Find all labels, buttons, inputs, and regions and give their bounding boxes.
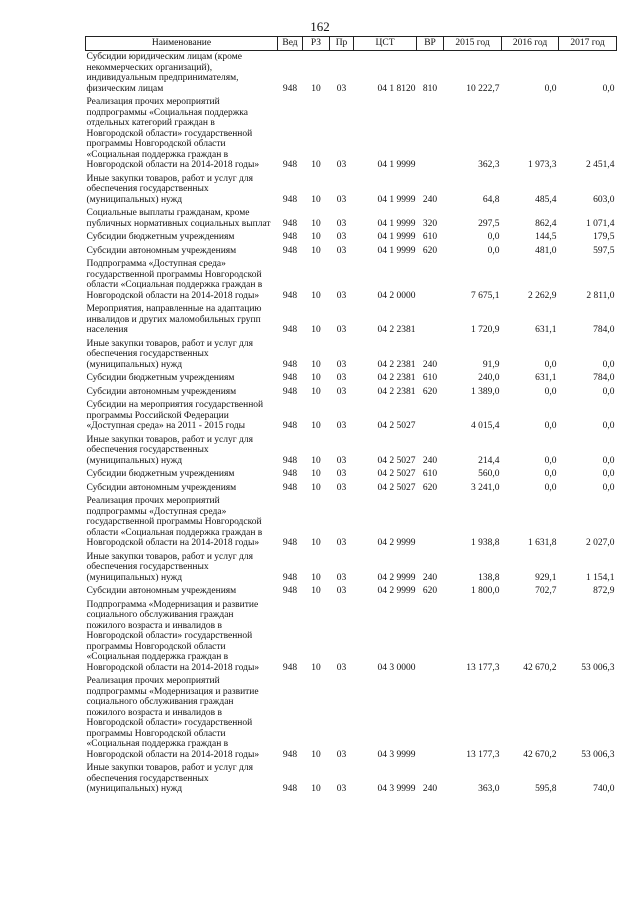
cell-pr: 03 bbox=[336, 749, 347, 760]
cell-vr bbox=[417, 303, 444, 338]
table-row bbox=[86, 762, 617, 797]
table-row bbox=[86, 482, 617, 496]
cell-vr: 620 bbox=[422, 245, 438, 256]
cell-vr: 320 bbox=[422, 218, 438, 229]
cell-rz: 10 bbox=[311, 359, 321, 370]
cell-vr: 610 bbox=[422, 232, 438, 242]
cell-rz: 10 bbox=[311, 469, 321, 479]
cell-2017: 179,5 bbox=[593, 232, 615, 242]
cell-ved: 948 bbox=[282, 218, 298, 229]
cell-2015: 1 720,9 bbox=[471, 325, 500, 335]
cell-2015: 560,0 bbox=[478, 469, 500, 479]
cell-cst: 04 2 2381 bbox=[377, 359, 416, 370]
cell-rz: 10 bbox=[311, 245, 321, 256]
cell-ved: 948 bbox=[282, 194, 298, 205]
cell-2017: 784,0 bbox=[593, 373, 615, 383]
cell-ved: 948 bbox=[282, 482, 298, 493]
cell-ved: 948 bbox=[282, 749, 298, 760]
cell-2017: 2 027,0 bbox=[586, 538, 615, 548]
table-row bbox=[86, 96, 617, 173]
cell-ved: 948 bbox=[282, 245, 298, 256]
cell-pr: 03 bbox=[336, 218, 347, 229]
cell-vr bbox=[417, 675, 444, 762]
cell-pr: 03 bbox=[336, 194, 347, 205]
cell-2017: 603,0 bbox=[593, 194, 615, 205]
cell-cst: 04 3 9999 bbox=[377, 749, 416, 760]
cell-2017: 1 071,4 bbox=[586, 218, 615, 229]
cell-2016: 0,0 bbox=[544, 359, 557, 370]
cell-vr: 240 bbox=[422, 194, 438, 205]
cell-cst: 04 3 9999 bbox=[377, 784, 416, 794]
cell-name: Иные закупки товаров, работ и услуг для обеспечения государственных (муниципальных) нужд bbox=[86, 338, 253, 370]
cell-pr: 03 bbox=[336, 784, 347, 794]
cell-2015: 3 241,0 bbox=[471, 482, 500, 493]
cell-name: Субсидии автономным учреждениям bbox=[86, 245, 237, 256]
cell-vr: 620 bbox=[422, 586, 438, 596]
cell-cst: 04 2 5027 bbox=[377, 455, 416, 466]
cell-2017: 1 154,1 bbox=[586, 572, 615, 583]
cell-ved: 948 bbox=[282, 83, 298, 94]
cell-2016: 0,0 bbox=[544, 421, 557, 431]
cell-name: Реализация прочих мероприятий подпрограммы «Социальная поддержка отдельных категорий граждан в Новгородской области» государственной программы Новгородской области «Социальная поддержка граждан в Новгородской области на 2014-2018 годы» bbox=[86, 97, 260, 170]
cell-ved: 948 bbox=[282, 373, 298, 383]
cell-2015: 214,4 bbox=[478, 455, 500, 466]
cell-rz: 10 bbox=[311, 749, 321, 760]
cell-name: Субсидии автономным учреждениям bbox=[86, 386, 237, 397]
cell-name: Субсидии бюджетным учреждениям bbox=[86, 373, 235, 383]
cell-2015: 1 389,0 bbox=[471, 386, 500, 397]
cell-2015: 362,3 bbox=[478, 160, 500, 170]
table-row bbox=[86, 258, 617, 303]
cell-ved: 948 bbox=[282, 359, 298, 370]
cell-rz: 10 bbox=[311, 455, 321, 466]
cell-2016: 0,0 bbox=[544, 455, 557, 466]
table-row bbox=[86, 173, 617, 208]
cell-2016: 0,0 bbox=[544, 83, 557, 94]
cell-2015: 1 938,8 bbox=[471, 538, 500, 548]
cell-2017: 0,0 bbox=[602, 359, 615, 370]
cell-ved: 948 bbox=[282, 455, 298, 466]
cell-cst: 04 1 9999 bbox=[377, 245, 416, 256]
cell-cst: 04 2 9999 bbox=[377, 586, 416, 596]
cell-ved: 948 bbox=[282, 469, 298, 479]
cell-ved: 948 bbox=[282, 232, 298, 242]
cell-2015: 0,0 bbox=[487, 232, 500, 242]
cell-rz: 10 bbox=[311, 160, 321, 170]
cell-2016: 631,1 bbox=[535, 373, 557, 383]
cell-2017: 0,0 bbox=[602, 83, 615, 94]
header-cst: ЦСТ bbox=[354, 37, 417, 51]
table-row bbox=[86, 231, 617, 245]
cell-2017: 0,0 bbox=[602, 455, 615, 466]
cell-name: Иные закупки товаров, работ и услуг для обеспечения государственных (муниципальных) нужд bbox=[86, 551, 253, 583]
cell-ved: 948 bbox=[282, 160, 298, 170]
cell-2016: 929,1 bbox=[535, 572, 557, 583]
cell-2015: 10 222,7 bbox=[466, 83, 500, 94]
cell-pr: 03 bbox=[336, 83, 347, 94]
cell-cst: 04 1 9999 bbox=[377, 232, 416, 242]
table-row bbox=[86, 434, 617, 469]
table-body bbox=[86, 51, 617, 797]
cell-2017: 53 006,3 bbox=[581, 662, 615, 673]
cell-rz: 10 bbox=[311, 373, 321, 383]
cell-name: Субсидии автономным учреждениям bbox=[86, 482, 237, 493]
cell-2015: 297,5 bbox=[478, 218, 500, 229]
header-2017: 2017 год bbox=[559, 37, 617, 51]
cell-cst: 04 1 9999 bbox=[377, 218, 416, 229]
cell-rz: 10 bbox=[311, 572, 321, 583]
cell-vr: 620 bbox=[422, 386, 438, 397]
cell-name: Субсидии юридическим лицам (кроме некоммерческих организаций), индивидуальным предпринимателям, физическим лицам bbox=[86, 52, 242, 94]
cell-pr: 03 bbox=[336, 386, 347, 397]
cell-2017: 784,0 bbox=[593, 325, 615, 335]
header-2015: 2015 год bbox=[444, 37, 502, 51]
cell-vr bbox=[417, 495, 444, 551]
cell-pr: 03 bbox=[336, 160, 347, 170]
cell-2016: 595,8 bbox=[535, 784, 557, 794]
header-ved: Вед bbox=[278, 37, 303, 51]
cell-ved: 948 bbox=[282, 662, 298, 673]
cell-2017: 0,0 bbox=[602, 386, 615, 397]
cell-name: Реализация прочих мероприятий подпрограммы «Доступная среда» государственной программы Новгородской области «Социальная поддержка граждан в Новгородской области на 2014-2018 годы» bbox=[86, 496, 263, 548]
cell-2016: 0,0 bbox=[544, 482, 557, 493]
table-row bbox=[86, 303, 617, 338]
table-row bbox=[86, 468, 617, 482]
cell-vr bbox=[417, 399, 444, 434]
cell-vr: 240 bbox=[422, 784, 438, 794]
cell-vr bbox=[417, 258, 444, 303]
cell-rz: 10 bbox=[311, 325, 321, 335]
cell-vr bbox=[417, 599, 444, 676]
budget-table bbox=[85, 36, 617, 797]
cell-pr: 03 bbox=[336, 572, 347, 583]
cell-2017: 2 811,0 bbox=[586, 290, 615, 301]
cell-2015: 13 177,3 bbox=[466, 662, 500, 673]
cell-pr: 03 bbox=[336, 325, 347, 335]
table-row bbox=[86, 51, 617, 97]
cell-rz: 10 bbox=[311, 218, 321, 229]
cell-rz: 10 bbox=[311, 386, 321, 397]
cell-pr: 03 bbox=[336, 586, 347, 596]
header-rz: РЗ bbox=[303, 37, 330, 51]
cell-cst: 04 2 2381 bbox=[377, 373, 416, 383]
cell-name: Субсидии автономным учреждениям bbox=[86, 586, 237, 596]
cell-cst: 04 1 9999 bbox=[377, 160, 416, 170]
cell-cst: 04 2 2381 bbox=[377, 386, 416, 397]
cell-name: Иные закупки товаров, работ и услуг для обеспечения государственных (муниципальных) нужд bbox=[86, 434, 253, 466]
cell-2015: 7 675,1 bbox=[471, 290, 500, 301]
cell-2016: 702,7 bbox=[535, 586, 557, 596]
cell-rz: 10 bbox=[311, 290, 321, 301]
cell-name: Иные закупки товаров, работ и услуг для обеспечения государственных (муниципальных) нужд bbox=[86, 173, 253, 205]
cell-2015: 4 015,4 bbox=[471, 421, 500, 431]
cell-2016: 0,0 bbox=[544, 386, 557, 397]
header-pr: Пр bbox=[330, 37, 354, 51]
cell-pr: 03 bbox=[336, 245, 347, 256]
cell-2016: 42 670,2 bbox=[523, 662, 557, 673]
cell-2016: 631,1 bbox=[535, 325, 557, 335]
cell-ved: 948 bbox=[282, 421, 298, 431]
cell-2015: 138,8 bbox=[478, 572, 500, 583]
cell-name: Социальные выплаты гражданам, кроме публичных нормативных социальных выплат bbox=[86, 208, 271, 229]
cell-pr: 03 bbox=[336, 662, 347, 673]
cell-2017: 0,0 bbox=[602, 469, 615, 479]
cell-name: Субсидии бюджетным учреждениям bbox=[86, 232, 235, 242]
cell-2017: 0,0 bbox=[602, 421, 615, 431]
table-row bbox=[86, 245, 617, 259]
cell-vr bbox=[417, 96, 444, 173]
table-row bbox=[86, 207, 617, 231]
cell-cst: 04 2 2381 bbox=[377, 325, 416, 335]
cell-2016: 485,4 bbox=[535, 194, 557, 205]
cell-2017: 0,0 bbox=[602, 482, 615, 493]
cell-cst: 04 2 5027 bbox=[377, 482, 416, 493]
cell-vr: 810 bbox=[422, 83, 438, 94]
cell-name: Субсидии бюджетным учреждениям bbox=[86, 469, 235, 479]
cell-2016: 481,0 bbox=[535, 245, 557, 256]
table-header bbox=[86, 37, 617, 51]
cell-2016: 1 973,3 bbox=[528, 160, 557, 170]
cell-cst: 04 2 5027 bbox=[377, 469, 416, 479]
cell-cst: 04 1 9999 bbox=[377, 194, 416, 205]
cell-cst: 04 2 9999 bbox=[377, 572, 416, 583]
cell-name: Мероприятия, направленные на адаптацию инвалидов и других маломобильных групп населения bbox=[86, 304, 262, 335]
cell-pr: 03 bbox=[336, 421, 347, 431]
cell-pr: 03 bbox=[336, 232, 347, 242]
table-row bbox=[86, 551, 617, 586]
cell-2015: 91,9 bbox=[482, 359, 500, 370]
cell-vr: 610 bbox=[422, 373, 438, 383]
table-row bbox=[86, 386, 617, 400]
cell-rz: 10 bbox=[311, 421, 321, 431]
cell-pr: 03 bbox=[336, 290, 347, 301]
header-row bbox=[86, 37, 617, 51]
cell-2016: 144,5 bbox=[535, 232, 557, 242]
cell-pr: 03 bbox=[336, 469, 347, 479]
cell-2015: 240,0 bbox=[478, 373, 500, 383]
cell-2017: 740,0 bbox=[593, 784, 615, 794]
cell-ved: 948 bbox=[282, 386, 298, 397]
cell-rz: 10 bbox=[311, 662, 321, 673]
table-row bbox=[86, 495, 617, 551]
cell-vr: 620 bbox=[422, 482, 438, 493]
cell-pr: 03 bbox=[336, 359, 347, 370]
cell-cst: 04 2 5027 bbox=[377, 421, 416, 431]
cell-2017: 53 006,3 bbox=[581, 749, 615, 760]
cell-2015: 1 800,0 bbox=[471, 586, 500, 596]
cell-ved: 948 bbox=[282, 325, 298, 335]
cell-2015: 64,8 bbox=[482, 194, 500, 205]
cell-ved: 948 bbox=[282, 572, 298, 583]
cell-cst: 04 2 0000 bbox=[377, 290, 416, 301]
cell-2015: 13 177,3 bbox=[466, 749, 500, 760]
cell-rz: 10 bbox=[311, 83, 321, 94]
cell-2017: 872,9 bbox=[593, 586, 615, 596]
cell-ved: 948 bbox=[282, 538, 298, 548]
cell-2015: 363,0 bbox=[478, 784, 500, 794]
cell-vr: 610 bbox=[422, 469, 438, 479]
cell-cst: 04 3 0000 bbox=[377, 662, 416, 673]
cell-name: Подпрограмма «Модернизация и развитие социального обслуживания граждан пожилого возраста и инвалидов в Новгородской области» государственной программы Новгородской области «Социальная поддержка граждан в Новгородской области на 2014-2018 годы» bbox=[86, 599, 260, 673]
cell-2015: 0,0 bbox=[487, 245, 500, 256]
table-row bbox=[86, 599, 617, 676]
cell-2016: 0,0 bbox=[544, 469, 557, 479]
cell-pr: 03 bbox=[336, 538, 347, 548]
table-row bbox=[86, 585, 617, 599]
cell-rz: 10 bbox=[311, 538, 321, 548]
cell-ved: 948 bbox=[282, 290, 298, 301]
cell-name: Реализация прочих мероприятий подпрограммы «Модернизация и развитие социального обслуживания граждан пожилого возраста и инвалидов в Новгородской области» государственной программы Новгородской области «Социальная поддержка граждан в Новгородской области на 2014-2018 годы» bbox=[86, 676, 260, 760]
table-row bbox=[86, 372, 617, 386]
header-name: Наименование bbox=[86, 37, 278, 51]
cell-2016: 42 670,2 bbox=[523, 749, 557, 760]
cell-pr: 03 bbox=[336, 455, 347, 466]
cell-cst: 04 2 9999 bbox=[377, 538, 416, 548]
cell-2017: 597,5 bbox=[593, 245, 615, 256]
cell-rz: 10 bbox=[311, 232, 321, 242]
header-vr: ВР bbox=[417, 37, 444, 51]
cell-2017: 2 451,4 bbox=[586, 160, 615, 170]
cell-rz: 10 bbox=[311, 586, 321, 596]
table-row bbox=[86, 675, 617, 762]
cell-ved: 948 bbox=[282, 784, 298, 794]
cell-2016: 2 262,9 bbox=[528, 290, 557, 301]
cell-pr: 03 bbox=[336, 373, 347, 383]
cell-rz: 10 bbox=[311, 194, 321, 205]
cell-rz: 10 bbox=[311, 482, 321, 493]
page-number: 162 bbox=[310, 19, 330, 34]
cell-cst: 04 1 8120 bbox=[377, 83, 416, 94]
table-row bbox=[86, 338, 617, 373]
cell-2016: 1 631,8 bbox=[528, 538, 557, 548]
cell-vr: 240 bbox=[422, 572, 438, 583]
cell-ved: 948 bbox=[282, 586, 298, 596]
cell-name: Субсидии на мероприятия государственной программы Российской Федерации «Доступная среда» на 2011 - 2015 годы bbox=[86, 400, 264, 431]
cell-vr: 240 bbox=[422, 455, 438, 466]
cell-rz: 10 bbox=[311, 784, 321, 794]
header-2016: 2016 год bbox=[502, 37, 559, 51]
cell-vr: 240 bbox=[422, 359, 438, 370]
cell-name: Иные закупки товаров, работ и услуг для обеспечения государственных (муниципальных) нужд bbox=[86, 763, 253, 794]
cell-pr: 03 bbox=[336, 482, 347, 493]
cell-2016: 862,4 bbox=[535, 218, 557, 229]
table-row bbox=[86, 399, 617, 434]
cell-name: Подпрограмма «Доступная среда» государственной программы Новгородской области «Социальная поддержка граждан в Новгородской области на 2014-2018 годы» bbox=[86, 259, 263, 301]
